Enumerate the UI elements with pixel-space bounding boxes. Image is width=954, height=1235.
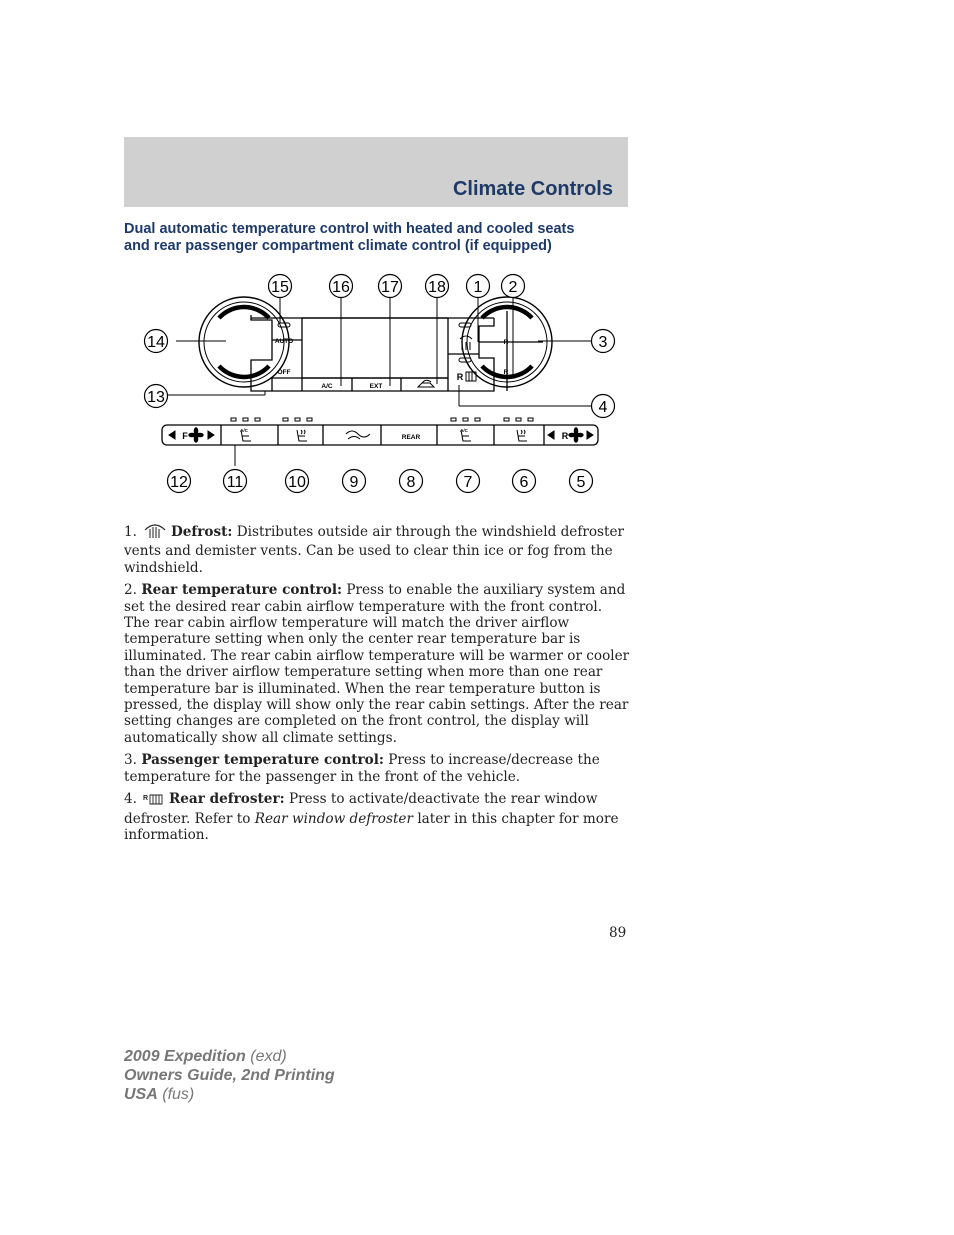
defrost-icon: [143, 523, 167, 543]
item-2-text: Press to enable the auxiliary system and set the desired rear cabin airflow temperature with the front control. The rear cabin airflow temperature will match the driver airflow temperature setting when only the center rear temperature bar is illuminated. The rear cabin airflow temperature will be warmer or cooler than the driver airflow temperature setting when more than one rear temperature bar is illuminated. When the rear temperature button is pressed, the display will show only the rear cabin settings. After the rear setting changes are completed on the front control, the display will automatically show all climate settings.: [124, 582, 630, 746]
callout-16: 16: [332, 279, 350, 296]
item-3-text: Press to increase/decrease the temperature for the passenger in the front of the vehicle.: [124, 752, 600, 785]
callout-9: 9: [349, 474, 359, 491]
svg-text:R: R: [142, 795, 149, 803]
rear-fan-left-arrow-icon: [548, 431, 554, 439]
callout-14: 14: [147, 334, 165, 351]
airflow-mode-icon: [346, 431, 370, 439]
rear-temp-r-bottom: R: [503, 369, 509, 376]
item-4-label: Rear defroster:: [168, 791, 285, 808]
callout-1: 1: [473, 279, 483, 296]
front-fan-icon: [189, 428, 203, 442]
fan-right-arrow-icon: [208, 431, 214, 439]
item-1: 1. Defrost: Distributes outside air through the windshield defroster vents and demister vents. Can be used to clear thin ice or fog from the windshield.: [124, 524, 625, 576]
subtitle-line-2: and rear passenger compartment climate control (if equipped): [124, 237, 552, 254]
callout-6: 6: [519, 474, 529, 491]
driver-ac-seat-label: A/C: [240, 428, 248, 433]
diagram-subtitle: [124, 221, 634, 254]
section-title: Climate Controls: [452, 178, 613, 200]
callout-4: 4: [598, 399, 608, 416]
callout-17: 17: [381, 279, 399, 296]
callout-7: 7: [463, 474, 473, 491]
item-3: 3. Passenger temperature control: Press to increase/decrease the temperature for the passenger in the front of the vehicle.: [124, 752, 600, 785]
item-4-link[interactable]: Rear window defroster: [254, 810, 413, 827]
item-4-text-after: later in this chapter for more information.: [124, 810, 619, 843]
auto-button-label: AUTO: [274, 338, 294, 345]
callout-2: 2: [508, 279, 518, 296]
passenger-ac-seat-label: A/C: [460, 428, 468, 433]
callout-18: 18: [428, 279, 446, 296]
rear-temp-r-top: R: [503, 339, 509, 346]
footer-line-2: Owners Guide, 2nd Printing: [124, 1067, 335, 1084]
header-band: [124, 137, 628, 207]
item-1-text: Distributes outside air through the windshield defroster vents and demister vents. Can be used to clear thin ice or fog from the windshield.: [124, 524, 625, 576]
bottom-button-row: [162, 425, 598, 445]
footer-line-1: 2009 Expedition (exd): [124, 1048, 287, 1065]
callout-11: 11: [226, 474, 244, 491]
rear-fan-icon: [569, 428, 583, 442]
recirculation-icon: [418, 380, 434, 387]
off-button-label: OFF: [277, 369, 291, 376]
passenger-heated-seat-icon: [517, 430, 527, 441]
rear-fan-right-arrow-icon: [587, 431, 593, 439]
rear-button-label: REAR: [401, 434, 421, 441]
footer-line-3: USA (fus): [124, 1086, 195, 1103]
item-4: 4. R Rear defroster: Press to activate/deactivate the rear window defroster. Refer to Rear window defroster later in this chapter for more information.: [124, 791, 619, 843]
rear-defrost-icon: [143, 792, 165, 810]
item-1-label: Defrost:: [170, 524, 233, 540]
callout-10: 10: [288, 474, 306, 491]
page-number: 89: [609, 925, 627, 941]
climate-control-diagram: [124, 266, 624, 506]
fan-left-arrow-icon: [169, 431, 175, 439]
ext-button-label: EXT: [369, 383, 383, 390]
callout-15: 15: [271, 279, 289, 296]
item-4-text-before: Press to activate/deactivate the rear window defroster. Refer to: [124, 791, 598, 827]
item-3-label: Passenger temperature control:: [141, 752, 384, 769]
callout-13: 13: [147, 389, 165, 406]
rear-defrost-r-label: R: [456, 372, 464, 382]
driver-heated-seat-icon: [297, 430, 307, 441]
callout-3: 3: [598, 334, 608, 351]
subtitle-line-1: Dual automatic temperature control with heated and cooled seats: [124, 221, 575, 237]
footer: [124, 1047, 335, 1104]
callout-12: 12: [170, 474, 188, 491]
callout-8: 8: [406, 474, 416, 491]
front-fan-f-label: F: [182, 431, 188, 441]
item-2: 2. Rear temperature control: Press to enable the auxiliary system and set the desired rear cabin airflow temperature with the front control. The rear cabin airflow temperature will match the driver airflow temperature setting when only the center rear temperature bar is illuminated. The rear cabin airflow temperature will be warmer or cooler than the driver airflow temperature setting when more than one rear temperature bar is illuminated. When the rear temperature button is pressed, the display will show only the rear cabin settings. After the rear setting changes are completed on the front control, the display will automatically show all climate settings.: [124, 582, 630, 746]
item-descriptions: [124, 523, 632, 849]
item-2-label: Rear temperature control:: [141, 582, 343, 599]
rear-fan-r-label: R: [561, 431, 569, 441]
callout-5: 5: [576, 474, 586, 491]
ac-button-label: A/C: [321, 383, 333, 390]
